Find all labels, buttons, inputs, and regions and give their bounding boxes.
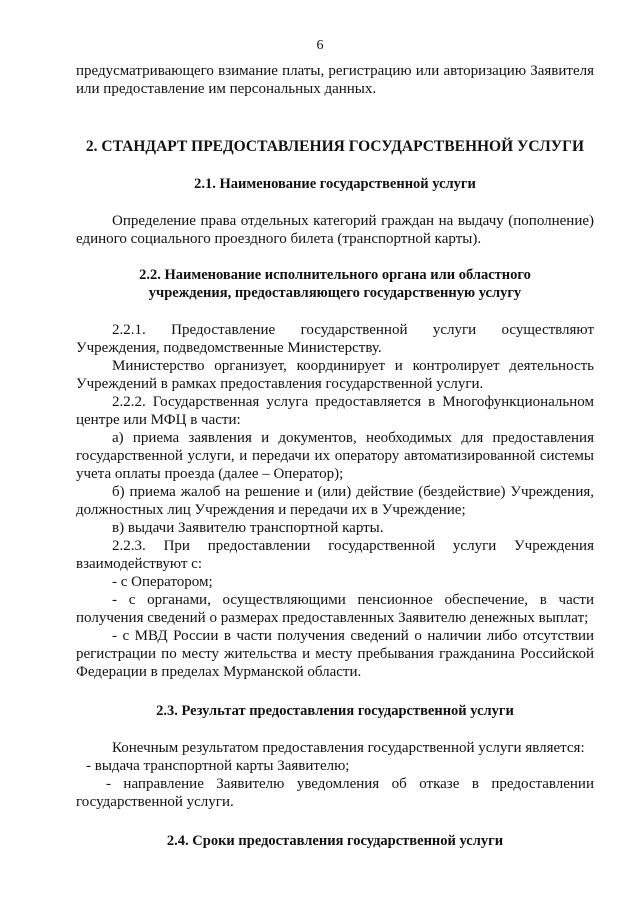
section-2-1-title: 2.1. Наименование государственной услуги — [194, 176, 476, 192]
section-2-3-p2: - выдача транспортной карты Заявителю; — [86, 758, 350, 774]
section-2-3-p1: Конечным результатом предоставления государственной услуги является: — [112, 740, 585, 756]
section-2-2-p4: а) приема заявления и документов, необходимых для предоставления государственной услуги, и передачи их оператору автоматизированной системы учета оплаты проезда (далее – Оператор); — [76, 430, 594, 482]
section-2-2-p7: 2.2.3. При предоставлении государственной услуги Учреждения взаимодействуют с: — [76, 538, 594, 572]
section-2-2-p6: в) выдачи Заявителю транспортной карты. — [112, 520, 384, 536]
section-2-2-p5: б) приема жалоб на решение и (или) действие (бездействие) Учреждения, должностных лиц Учреждения и передачи их в Учреждение; — [76, 484, 594, 518]
section-2-2-title: 2.2. Наименование исполнительного органа или областного учреждения, предоставляющего государственную услугу — [139, 267, 531, 301]
section-2-3-title: 2.3. Результат предоставления государственной услуги — [156, 703, 514, 719]
section-2-1-text: Определение права отдельных категорий граждан на выдачу (пополнение) единого социального проездного билета (транспортной карты). — [76, 213, 594, 247]
section-2-2-p10: - с МВД России в части получения сведений о наличии либо отсутствии регистрации по месту жительства и месту пребывания гражданина Российской Федерации в пределах Мурманской области. — [76, 628, 594, 680]
section-2-2-p1: 2.2.1. Предоставление государственной услуги осуществляют Учреждения, подведомственные Министерству. — [76, 322, 594, 356]
document-body — [76, 62, 594, 850]
section-2-2-p8: - с Оператором; — [112, 574, 213, 590]
section-2-3-p3: - направление Заявителю уведомления об отказе в предоставлении государственной услуги. — [76, 776, 594, 810]
intro-paragraph: предусматривающего взимание платы, регистрацию или авторизацию Заявителя или предоставление им персональных данных. — [76, 63, 594, 97]
section-2-title: 2. СТАНДАРТ ПРЕДОСТАВЛЕНИЯ ГОСУДАРСТВЕННОЙ УСЛУГИ — [85, 138, 585, 155]
section-2-4-title: 2.4. Сроки предоставления государственной услуги — [166, 833, 504, 849]
section-2-2-p3: 2.2.2. Государственная услуга предоставляется в Многофункциональном центре или МФЦ в части: — [76, 394, 594, 428]
page-number: 6 — [316, 38, 324, 53]
section-2-2-p2: Министерство организует, координирует и контролирует деятельность Учреждений в рамках предоставления государственной услуги. — [76, 358, 594, 392]
section-2-2-p9: - с органами, осуществляющими пенсионное обеспечение, в части получения сведений о размерах предоставленных Заявителю денежных выплат; — [76, 592, 594, 626]
